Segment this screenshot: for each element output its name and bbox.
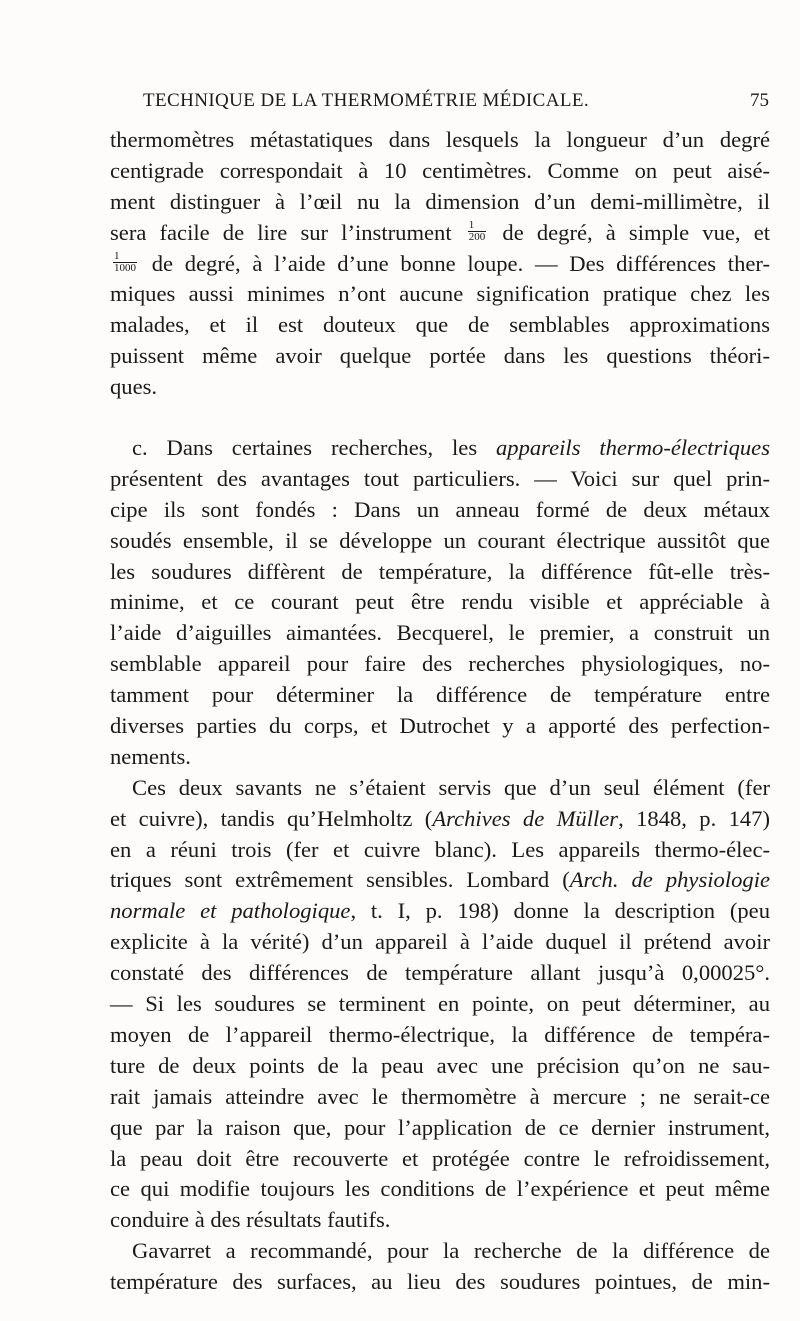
text-line: la peau doit être recouverte et protégée contre le refroidissement, xyxy=(110,1145,770,1171)
text-span: de degré, à l’aide d’une bonne loupe. — Des différences ther- xyxy=(151,250,770,276)
text-span: de degré, à simple vue, et xyxy=(502,219,770,245)
text-line: miques aussi minimes n’ont aucune signification pratique chez les xyxy=(110,281,770,307)
text-span: triques sont extrêmement sensibles. Lombard ( xyxy=(110,867,570,893)
text-line: explicite à la vérité) d’un appareil à l’aide duquel il prétend avoir xyxy=(110,929,770,955)
text-line: Ces deux savants ne s’étaient servis que d’un seul élément (fer xyxy=(132,774,770,800)
text-line: ques. xyxy=(110,374,158,400)
text-line: — Si les soudures se terminent en pointe, on peut déterminer, au xyxy=(110,991,770,1017)
fraction-denominator: 1000 xyxy=(114,261,136,274)
text-line: centigrade correspondait à 10 centimètres. Comme on peut aisé- xyxy=(110,157,770,183)
text-line: malades, et il est douteux que de semblables approximations xyxy=(110,312,770,338)
paragraph-2 xyxy=(110,433,770,773)
text-line: nements. xyxy=(110,743,191,769)
italic-citation: Arch. de physiologie xyxy=(569,867,770,893)
italic-term: appareils thermo-électriques xyxy=(495,435,770,461)
page-number: 75 xyxy=(750,90,769,111)
text-line xyxy=(110,433,770,464)
text-line: constaté des différences de température allant jusqu’à 0,00025°. xyxy=(110,960,770,986)
paragraph-4 xyxy=(110,1236,770,1298)
italic-citation: Archives de Müller xyxy=(432,805,619,831)
text-line: cipe ils sont fondés : Dans un anneau formé de deux métaux xyxy=(110,496,770,522)
paragraph-gap xyxy=(110,403,770,433)
text-line: ment distinguer à l’œil nu la dimension d’un demi-millimètre, il xyxy=(110,188,770,214)
text-line: présentent des avantages tout particuliers. — Voici sur quel prin- xyxy=(110,465,770,491)
text-line: les soudures diffèrent de température, la différence fût-elle très- xyxy=(110,558,770,584)
italic-citation: normale et pathologique xyxy=(110,898,351,924)
fraction-1-200 xyxy=(468,220,487,243)
running-title: TECHNIQUE DE LA THERMOMÉTRIE MÉDICALE. xyxy=(143,90,590,111)
text-line: diverses parties du corps, et Dutrochet y a apporté des perfection- xyxy=(110,713,770,739)
text-line: semblable appareil pour faire des recherches physiologiques, no- xyxy=(110,651,770,677)
text-line: moyen de l’appareil thermo-électrique, la différence de tempéra- xyxy=(110,1021,770,1047)
body-text xyxy=(110,125,770,1298)
text-line: puissent même avoir quelque portée dans les questions théori- xyxy=(110,343,770,369)
running-header xyxy=(143,90,769,116)
paragraph-3 xyxy=(110,773,770,1236)
text-span: et cuivre), tandis qu’Helmholtz ( xyxy=(110,805,433,831)
fraction-denominator: 200 xyxy=(468,230,486,243)
text-span: c. Dans certaines recherches, les xyxy=(132,435,478,461)
text-line: que par la raison que, pour l’application de ce dernier instrument, xyxy=(110,1114,770,1140)
fraction-numerator: 1 xyxy=(468,220,487,232)
text-line xyxy=(110,804,770,835)
text-line: tamment pour déterminer la différence de température entre xyxy=(110,682,770,708)
text-line: ce qui modifie toujours les conditions de l’expérience et peut même xyxy=(110,1176,770,1202)
text-span: , 1848, p. 147) xyxy=(618,805,771,831)
text-span: , t. I, p. 198) donne la description (peu xyxy=(350,898,770,924)
text-line xyxy=(110,865,770,896)
text-line: en a réuni trois (fer et cuivre blanc). Les appareils thermo-élec- xyxy=(110,836,770,862)
text-line: conduire à des résultats fautifs. xyxy=(110,1207,391,1233)
text-line: température des surfaces, au lieu des soudures pointues, de min- xyxy=(110,1269,770,1295)
text-line: thermomètres métastatiques dans lesquels la longueur d’un degré xyxy=(110,127,770,152)
paragraph-1 xyxy=(110,125,770,403)
text-line: Gavarret a recommandé, pour la recherche de la différence de xyxy=(132,1238,770,1264)
text-line xyxy=(110,249,770,280)
text-line: minime, et ce courant peut être rendu visible et appréciable à xyxy=(110,589,770,615)
text-span: sera facile de lire sur l’instrument xyxy=(110,219,452,245)
text-line: ture de deux points de la peau avec une précision qu’on ne sau- xyxy=(110,1052,770,1078)
fraction-1-1000 xyxy=(113,251,137,274)
fraction-numerator: 1 xyxy=(113,251,137,263)
text-line: rait jamais atteindre avec le thermomètre à mercure ; ne serait-ce xyxy=(110,1083,770,1109)
text-line: l’aide d’aiguilles aimantées. Becquerel, le premier, a construit un xyxy=(110,620,770,646)
text-line: soudés ensemble, il se développe un courant électrique aussitôt que xyxy=(110,527,770,553)
text-line xyxy=(110,896,770,927)
text-line xyxy=(110,218,770,249)
